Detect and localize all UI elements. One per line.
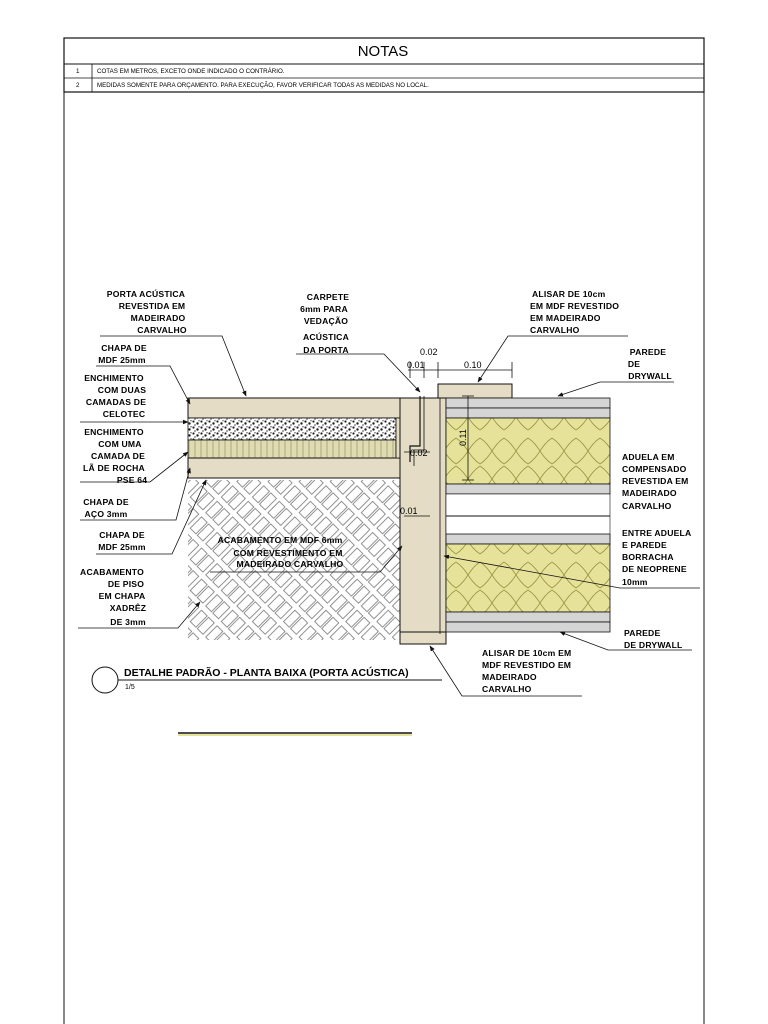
label-aduela: [622, 452, 689, 511]
label-line: PAREDE: [624, 628, 661, 638]
label-line: CARVALHO: [137, 325, 187, 335]
label-line: CHAPA DE: [83, 497, 129, 507]
label-line: MADEIRADO: [130, 313, 186, 323]
label-line: CARPETE: [306, 292, 350, 302]
dimension-label: 0.01: [400, 506, 418, 516]
label-line: MADEIRADO: [482, 672, 537, 682]
dimension-label: 0.02: [420, 347, 438, 357]
label-line: ENCHIMENTO: [84, 427, 144, 437]
note-text: COTAS EM METROS, EXCETO ONDE INDICADO O CONTRÁRIO.: [97, 68, 285, 75]
label-line: 6mm PARA: [300, 304, 348, 314]
label-line: DE NEOPRENE: [622, 564, 687, 574]
label-line: ADUELA EM: [622, 452, 675, 462]
label-line: ALISAR DE 10cm: [532, 289, 606, 299]
dimension-label: 0.01: [407, 360, 425, 370]
label-line: DE 3mm: [110, 617, 146, 627]
label-chapa-mdf-top: [98, 343, 147, 365]
label-line: ENTRE ADUELA: [622, 528, 692, 538]
label-chapa-aco: [83, 497, 129, 519]
label-line: ENCHIMENTO: [84, 373, 144, 383]
label-line: XADRÊZ: [109, 603, 147, 613]
label-line: CARVALHO: [530, 325, 580, 335]
label-alisar-top: [530, 289, 619, 335]
label-line: DA PORTA: [303, 345, 349, 355]
label-line: ALISAR DE 10cm EM: [482, 648, 572, 658]
label-line: ACABAMENTO: [80, 567, 144, 577]
label-porta-acustica: [107, 288, 187, 335]
detail-caption: [92, 666, 442, 693]
label-acabamento-mdf: [218, 535, 344, 569]
label-line: EM MDF REVESTIDO: [530, 301, 620, 311]
label-enchimento-celotec: [84, 373, 146, 419]
label-line: 10mm: [622, 577, 648, 587]
label-line: EM MADEIRADO: [530, 313, 601, 323]
label-line: DE DRYWALL: [624, 640, 683, 650]
label-line: CHAPA DE: [99, 530, 145, 540]
label-line: ACABAMENTO EM MDF 6mm: [217, 535, 343, 545]
notes-title: NOTAS: [357, 43, 409, 60]
label-line: PORTA ACÚSTICA: [106, 289, 186, 299]
dimension-label: 0.10: [464, 360, 482, 370]
label-line: CHAPA DE: [101, 343, 147, 353]
label-parede-drywall-top: [628, 347, 672, 381]
label-line: CELOTEC: [102, 409, 146, 419]
label-line: AÇO 3mm: [84, 509, 128, 519]
label-chapa-mdf-bottom: [98, 530, 146, 552]
partial-strip: [178, 733, 412, 735]
label-line: MADEIRADO CARVALHO: [236, 559, 344, 569]
label-line: PSE 64: [116, 475, 148, 485]
detail-title: DETALHE PADRÃO - PLANTA BAIXA (PORTA ACÚSTICA): [124, 667, 409, 679]
label-line: LÃ DE ROCHA: [83, 463, 145, 473]
note-number: 1: [76, 68, 80, 75]
label-line: ACÚSTICA: [303, 332, 349, 342]
label-line: MADEIRADO: [622, 488, 677, 498]
dimension-label: 0.02: [410, 448, 428, 458]
label-line: COM UMA: [98, 439, 142, 449]
label-line: COM REVESTIMENTO EM: [233, 548, 343, 558]
label-line: MDF 25mm: [98, 355, 146, 365]
label-line: EM CHAPA: [98, 591, 146, 601]
note-text: MEDIDAS SOMENTE PARA ORÇAMENTO. PARA EXECUÇÃO, FAVOR VERIFICAR TODAS AS MEDIDAS NO LOCAL.: [97, 82, 429, 89]
label-line: PAREDE: [629, 347, 667, 357]
notes-table: [64, 38, 704, 92]
note-number: 2: [76, 82, 80, 89]
detail-symbol-icon: [92, 667, 118, 693]
dimension-label: 0.11: [458, 429, 468, 446]
label-entre-aduela: [622, 528, 691, 587]
label-line: CARVALHO: [482, 684, 532, 694]
label-parede-drywall-bottom: [624, 628, 683, 650]
label-line: COM DUAS: [97, 385, 147, 395]
detail-scale: 1/5: [125, 684, 135, 691]
label-alisar-bottom: [482, 648, 571, 694]
label-line: DE: [627, 359, 641, 369]
label-acabamento-piso: [80, 567, 146, 627]
label-line: E PAREDE: [622, 540, 667, 550]
label-line: CAMADAS DE: [85, 397, 147, 407]
label-carpete: [300, 292, 349, 355]
label-line: DRYWALL: [628, 371, 672, 381]
door-leaf: [188, 398, 420, 478]
label-enchimento-la-de-rocha: [83, 427, 147, 485]
label-line: REVESTIDA EM: [622, 476, 689, 486]
label-line: MDF REVESTIDO EM: [482, 660, 572, 670]
label-line: MDF 25mm: [98, 542, 146, 552]
drywall-wall: [446, 398, 610, 632]
label-line: VEDAÇÃO: [303, 316, 349, 326]
label-line: CAMADA DE: [91, 451, 145, 461]
label-line: DE PISO: [107, 579, 145, 589]
label-line: BORRACHA: [622, 552, 674, 562]
label-line: CARVALHO: [622, 501, 672, 511]
label-line: REVESTIDA EM: [118, 301, 186, 311]
label-line: COMPENSADO: [622, 464, 687, 474]
